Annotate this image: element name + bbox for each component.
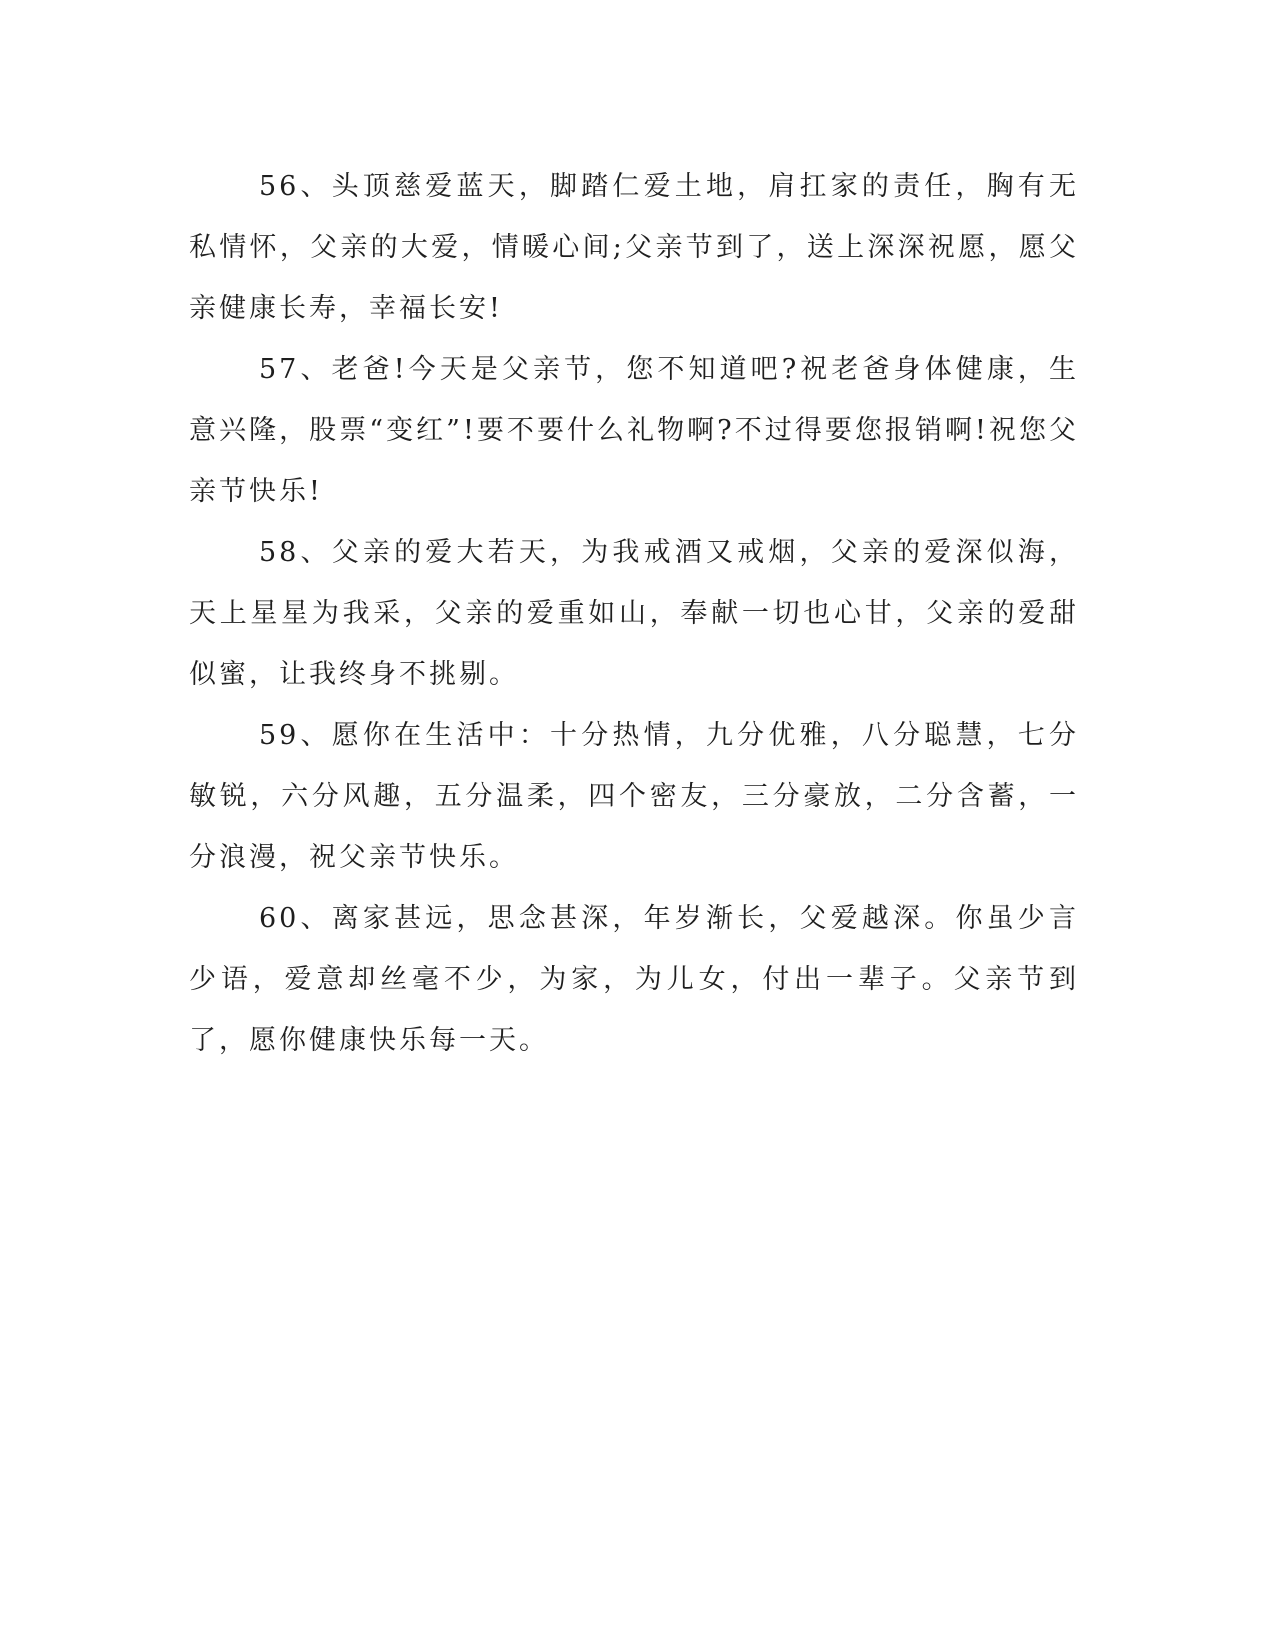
- paragraph-60: 60、离家甚远，思念甚深，年岁渐长，父爱越深。你虽少言少语，爱意却丝毫不少，为家，为儿女，付出一辈子。父亲节到了，愿你健康快乐每一天。: [189, 903, 1079, 1056]
- paragraph-58: 58、父亲的爱大若天，为我戒酒又戒烟，父亲的爱深似海，天上星星为我采，父亲的爱重如山，奉献一切也心甘，父亲的爱甜似蜜，让我终身不挑剔。: [189, 537, 1079, 690]
- paragraph-57: 57、老爸!今天是父亲节，您不知道吧?祝老爸身体健康，生意兴隆，股票“变红”!要不要什么礼物啊?不过得要您报销啊!祝您父亲节快乐!: [189, 354, 1079, 507]
- paragraph-56: 56、头顶慈爱蓝天，脚踏仁爱土地，肩扛家的责任，胸有无私情怀，父亲的大爱，情暖心间;父亲节到了，送上深深祝愿，愿父亲健康长寿，幸福长安!: [189, 171, 1079, 324]
- document-body: [189, 156, 1079, 1071]
- paragraph-59: 59、愿你在生活中：十分热情，九分优雅，八分聪慧，七分敏锐，六分风趣，五分温柔，四个密友，三分豪放，二分含蓄，一分浪漫，祝父亲节快乐。: [189, 720, 1079, 873]
